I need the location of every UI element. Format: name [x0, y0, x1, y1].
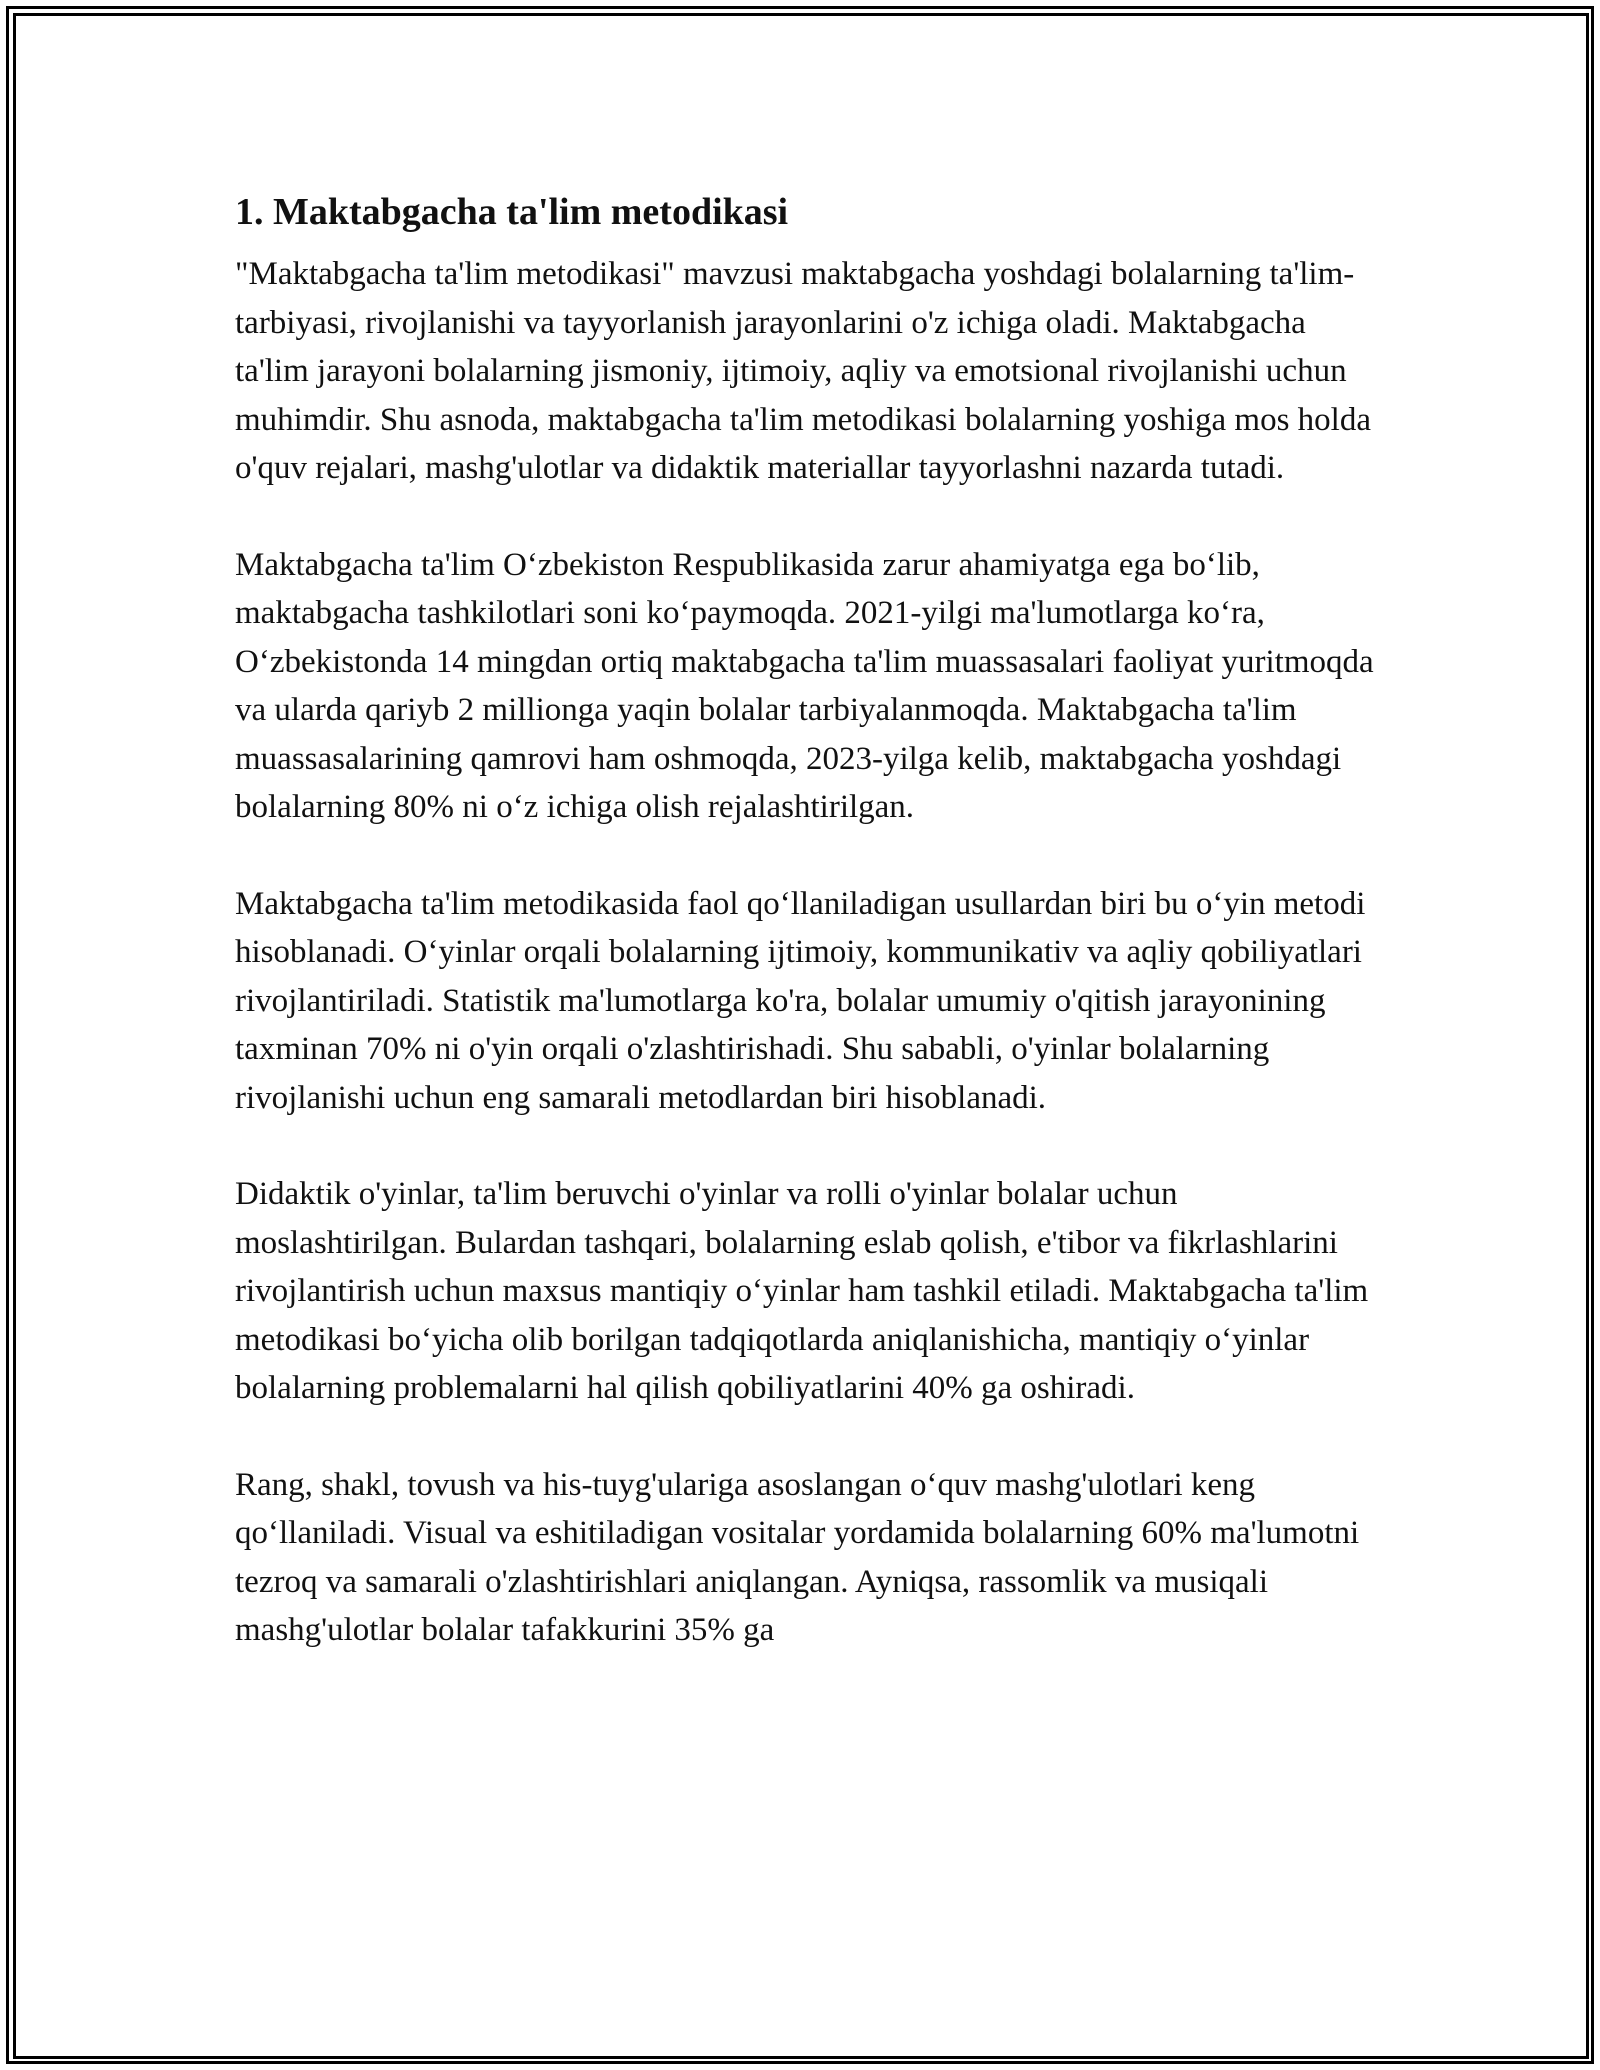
paragraph-didactic-games: Didaktik o'yinlar, ta'lim beruvchi o'yinlar va rolli o'yinlar bolalar uchun moslashtirilgan. Bulardan tashqari, bolalarning eslab qolish, e'tibor va fikrlashlarini rivojlantirish uchun maxsus mantiqiy oʻyinlar ham tashkil etiladi. Maktabgacha ta'lim metodikasi boʻyicha olib borilgan tadqiqotlarda aniqlanishicha, mantiqiy oʻyinlar bolalarning problemalarni hal qilish qobiliyatlarini 40% ga oshiradi.: [235, 1176, 1369, 1406]
paragraph-game-method: Maktabgacha ta'lim metodikasida faol qoʻllaniladigan usullardan biri bu oʻyin metodi hisoblanadi. Oʻyinlar orqali bolalarning ijtimoiy, kommunikativ va aqliy qobiliyatlari rivojlantiriladi. Statistik ma'lumotlarga ko'ra, bolalar umumiy o'qitish jarayonining taxminan 70% ni o'yin orqali o'zlashtirishadi. Shu sababli, o'yinlar bolalarning rivojlanishi uchun eng samarali metodlardan biri hisoblanadi.: [235, 885, 1366, 1116]
paragraph-sensory-lessons: Rang, shakl, tovush va his-tuyg'ulariga asoslangan oʻquv mashg'ulotlari keng qoʻllaniladi. Visual va eshitiladigan vositalar yordamida bolalarning 60% ma'lumotni tezroq va samarali o'zlashtirishlari aniqlangan. Ayniqsa, rassomlik va musiqali mashg'ulotlar bolalar tafakkurini 35% ga: [235, 1466, 1360, 1648]
paragraph-statistics: Maktabgacha ta'lim Oʻzbekiston Respublikasida zarur ahamiyatga ega boʻlib, maktabgacha tashkilotlari soni koʻpaymoqda. 2021-yilgi ma'lumotlarga koʻra, Oʻzbekistonda 14 mingdan ortiq maktabgacha ta'lim muassasalari faoliyat yuritmoqda va ularda qariyb 2 millionga yaqin bolalar tarbiyalanmoqda. Maktabgacha ta'lim muassasalarining qamrovi ham oshmoqda, 2023-yilga kelib, maktabgacha yoshdagi bolalarning 80% ni oʻz ichiga olish rejalashtirilgan.: [235, 546, 1374, 825]
paragraph-intro: "Maktabgacha ta'lim metodikasi" mavzusi maktabgacha yoshdagi bolalarning ta'lim-tarbiyasi, rivojlanishi va tayyorlanish jarayonlarini o'z ichiga oladi. Maktabgacha ta'lim jarayoni bolalarning jismoniy, ijtimoiy, aqliy va emotsional rivojlanishi uchun muhimdir. Shu asnoda, maktabgacha ta'lim metodikasi bolalarning yoshiga mos holda o'quv rejalari, mashg'ulotlar va didaktik materiallar tayyorlashni nazarda tutadi.: [235, 256, 1372, 486]
section-heading: 1. Maktabgacha ta'lim metodikasi: [235, 191, 789, 233]
document-body: [235, 188, 1385, 1703]
